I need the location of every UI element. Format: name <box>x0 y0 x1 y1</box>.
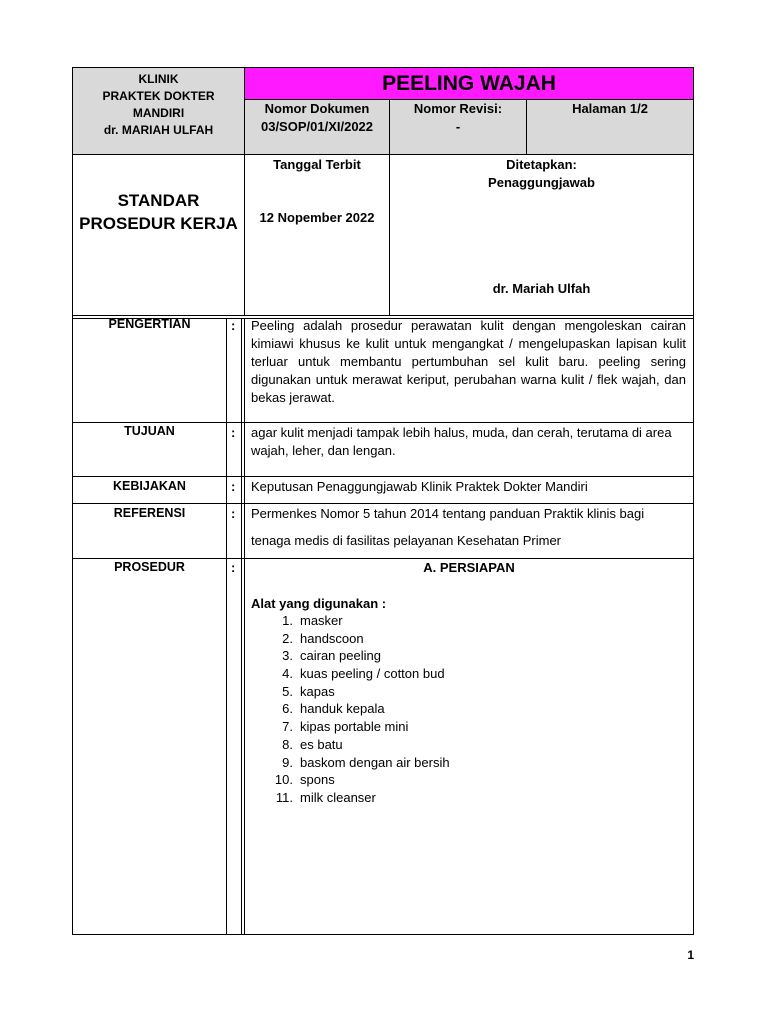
list-item-number: 5. <box>282 683 293 699</box>
list-item <box>269 612 569 630</box>
established-label: Ditetapkan: <box>506 157 577 172</box>
list-item-text: baskom dengan air bersih <box>300 754 450 770</box>
divider <box>241 319 242 934</box>
colon: : <box>231 425 236 440</box>
pengertian-text: Peeling adalah prosedur perawatan kulit dengan mengoleskan cairan kimiawi khusus ke kulit untuk mengangkat / mengelupaskan lapisan kulit terluar untuk membantu pertumbuhan sel kulit baru. peeling sering digunakan untuk merawat keriput, perubahan warna kulit / flek wajah, dan bekas jerawat. <box>251 318 686 405</box>
clinic-name: KLINIK <box>138 72 179 86</box>
referensi-line1: Permenkes Nomor 5 tahun 2014 tentang panduan Praktik klinis bagi <box>251 506 645 521</box>
list-item-number: 10. <box>274 772 293 788</box>
divider <box>226 319 227 934</box>
doc-number <box>245 100 389 136</box>
list-item-number: 6. <box>282 701 293 717</box>
established-role: Penaggungjawab <box>488 175 595 190</box>
kebijakan-label: KEBIJAKAN <box>113 479 186 493</box>
document-title: PEELING WAJAH <box>382 72 556 95</box>
sop-title <box>73 189 244 235</box>
list-item-number: 3. <box>282 648 293 664</box>
colon: : <box>231 318 236 333</box>
referensi-line2: tenaga medis di fasilitas pelayanan Kesehatan Primer <box>251 533 562 548</box>
kebijakan-text: Keputusan Penaggungjawab Klinik Praktek Dokter Mandiri <box>251 479 588 494</box>
revision-value: - <box>455 119 461 134</box>
list-item-number: 7. <box>282 719 293 735</box>
colon: : <box>231 560 236 575</box>
prosedur-label: PROSEDUR <box>114 560 185 574</box>
list-item-text: masker <box>300 613 343 628</box>
tools-list <box>269 612 569 807</box>
tujuan-label: TUJUAN <box>124 424 175 438</box>
list-item <box>269 754 569 772</box>
divider <box>73 154 693 155</box>
list-item-number: 8. <box>282 736 293 752</box>
clinic-info <box>73 71 244 139</box>
list-item <box>269 665 569 683</box>
colon: : <box>231 479 236 494</box>
list-item-number: 1. <box>282 613 293 628</box>
list-item-text: kipas portable mini <box>300 719 409 735</box>
sop-title-line2: PROSEDUR KERJA <box>79 214 238 233</box>
clinic-type: PRAKTEK DOKTER <box>102 89 215 103</box>
page-info: Halaman 1/2 <box>572 101 648 116</box>
list-item-text: cairan peeling <box>300 648 381 664</box>
divider <box>73 315 693 316</box>
list-item-number: 11. <box>275 789 293 805</box>
list-item-text: kuas peeling / cotton bud <box>300 666 445 682</box>
revision-number <box>390 100 526 136</box>
established-by <box>390 156 693 192</box>
doc-number-label: Nomor Dokumen <box>264 101 370 116</box>
colon: : <box>231 506 236 521</box>
revision-label: Nomor Revisi: <box>413 101 503 116</box>
divider <box>73 476 693 477</box>
clinic-doctor: dr. MARIAH ULFAH <box>103 123 214 137</box>
list-item-text: handuk kepala <box>300 701 385 717</box>
clinic-type-cont: MANDIRI <box>132 106 185 120</box>
divider <box>73 422 693 423</box>
list-item-number: 4. <box>282 666 293 682</box>
tools-heading: Alat yang digunakan : <box>251 596 387 611</box>
list-item <box>269 683 569 701</box>
list-item-text: handscoon <box>300 630 364 646</box>
list-item <box>269 700 569 718</box>
referensi-label: REFERENSI <box>113 506 186 520</box>
divider <box>73 503 693 504</box>
list-item-text: milk cleanser <box>300 789 376 805</box>
signatory-name: dr. Mariah Ulfah <box>492 281 591 296</box>
list-item-number: 9. <box>282 754 293 770</box>
list-item <box>269 771 569 789</box>
divider <box>244 319 245 934</box>
prosedur-heading: A. PERSIAPAN <box>423 560 515 575</box>
list-item <box>269 647 569 665</box>
doc-number-value: 03/SOP/01/XI/2022 <box>260 119 374 134</box>
list-item-text: spons <box>300 772 335 788</box>
page-number: 1 <box>687 948 694 962</box>
issue-date: 12 Nopember 2022 <box>259 210 375 225</box>
issue-date-label: Tanggal Terbit <box>273 157 361 172</box>
tujuan-text: agar kulit menjadi tampak lebih halus, muda, dan cerah, terutama di area wajah, leher, dan lengan. <box>251 425 672 458</box>
pengertian-label: PENGERTIAN <box>108 317 191 331</box>
list-item-number: 2. <box>282 630 293 646</box>
list-item <box>269 718 569 736</box>
list-item-text: kapas <box>300 683 335 699</box>
sop-title-line1: STANDAR <box>117 191 200 210</box>
list-item-text: es batu <box>300 736 343 752</box>
list-item <box>269 789 569 807</box>
list-item <box>269 630 569 648</box>
list-item <box>269 736 569 754</box>
